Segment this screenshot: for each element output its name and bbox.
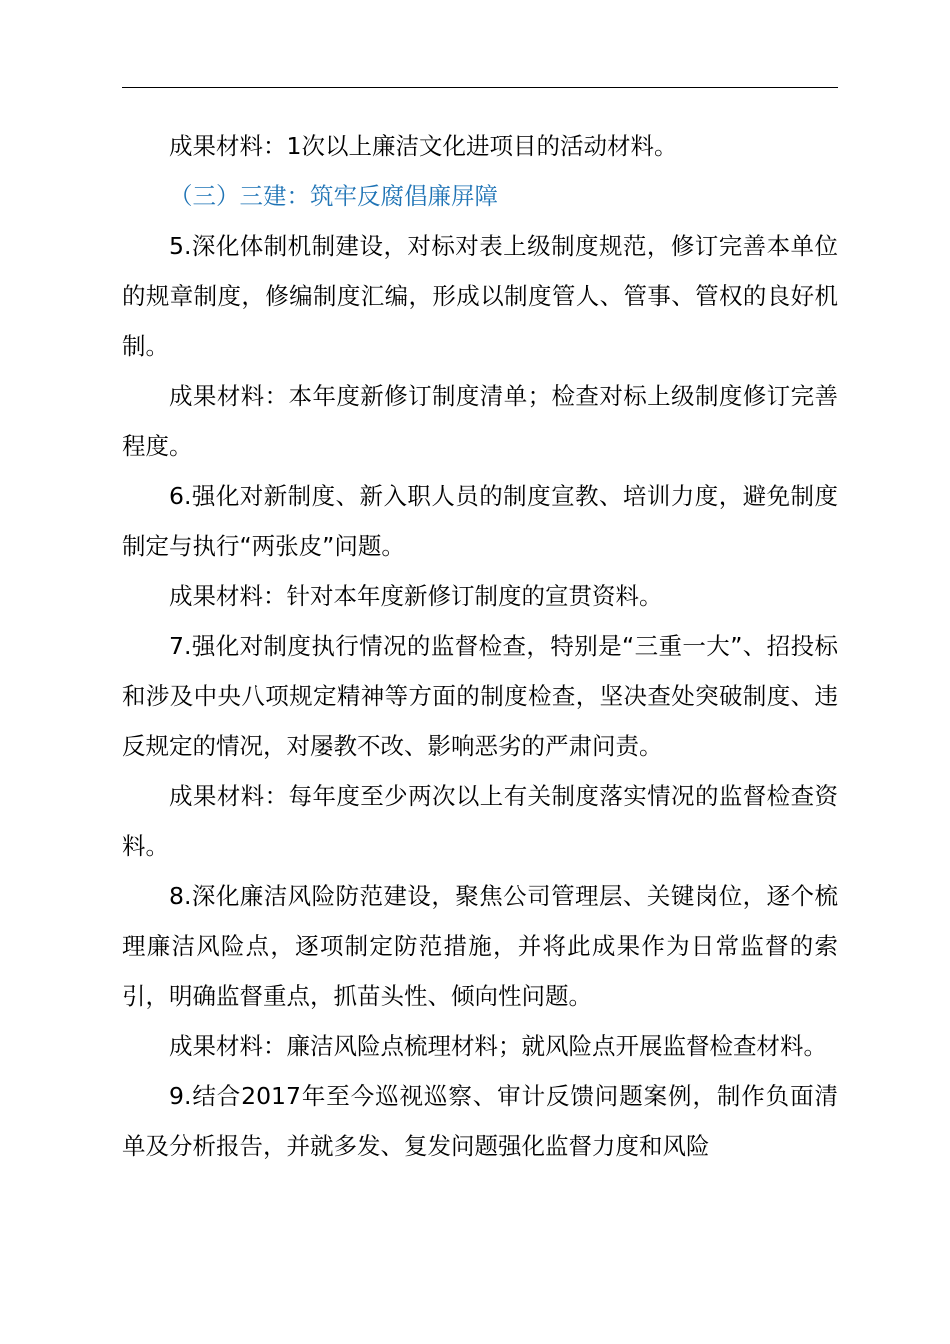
result-material-paragraph: 成果材料：针对本年度新修订制度的宣贯资料。 (169, 582, 663, 610)
result-material-paragraph: 成果材料：廉洁风险点梳理材料；就风险点开展监督检查材料。 (169, 1032, 827, 1060)
result-material-paragraph: 成果材料：本年度新修订制度清单；检查对标上级制度修订完善程度。 (122, 382, 838, 460)
item-5-paragraph: 5.深化体制机制建设，对标对表上级制度规范，修订完善本单位的规章制度，修编制度汇编，形成以制度管人、管事、管权的良好机制。 (122, 232, 838, 360)
item-9-paragraph: 9.结合2017年至今巡视巡察、审计反馈问题案例，制作负面清单及分析报告，并就多发、复发问题强化监督力度和风险 (122, 1082, 838, 1160)
header-rule (122, 87, 838, 88)
item-6-paragraph: 6.强化对新制度、新入职人员的制度宣教、培训力度，避免制度制定与执行“两张皮”问题。 (122, 482, 838, 560)
result-material-paragraph: 成果材料：1次以上廉洁文化进项目的活动材料。 (169, 132, 678, 160)
section-heading: （三）三建：筑牢反腐倡廉屏障 (169, 182, 498, 210)
result-material-paragraph: 成果材料：每年度至少两次以上有关制度落实情况的监督检查资料。 (122, 782, 838, 860)
item-7-paragraph: 7.强化对制度执行情况的监督检查，特别是“三重一大”、招投标和涉及中央八项规定精神等方面的制度检查，坚决查处突破制度、违反规定的情况，对屡教不改、影响恶劣的严肃问责。 (122, 632, 838, 760)
item-8-paragraph: 8.深化廉洁风险防范建设，聚焦公司管理层、关键岗位，逐个梳理廉洁风险点，逐项制定防范措施，并将此成果作为日常监督的索引，明确监督重点，抓苗头性、倾向性问题。 (122, 882, 838, 1010)
document-body (122, 121, 838, 1171)
